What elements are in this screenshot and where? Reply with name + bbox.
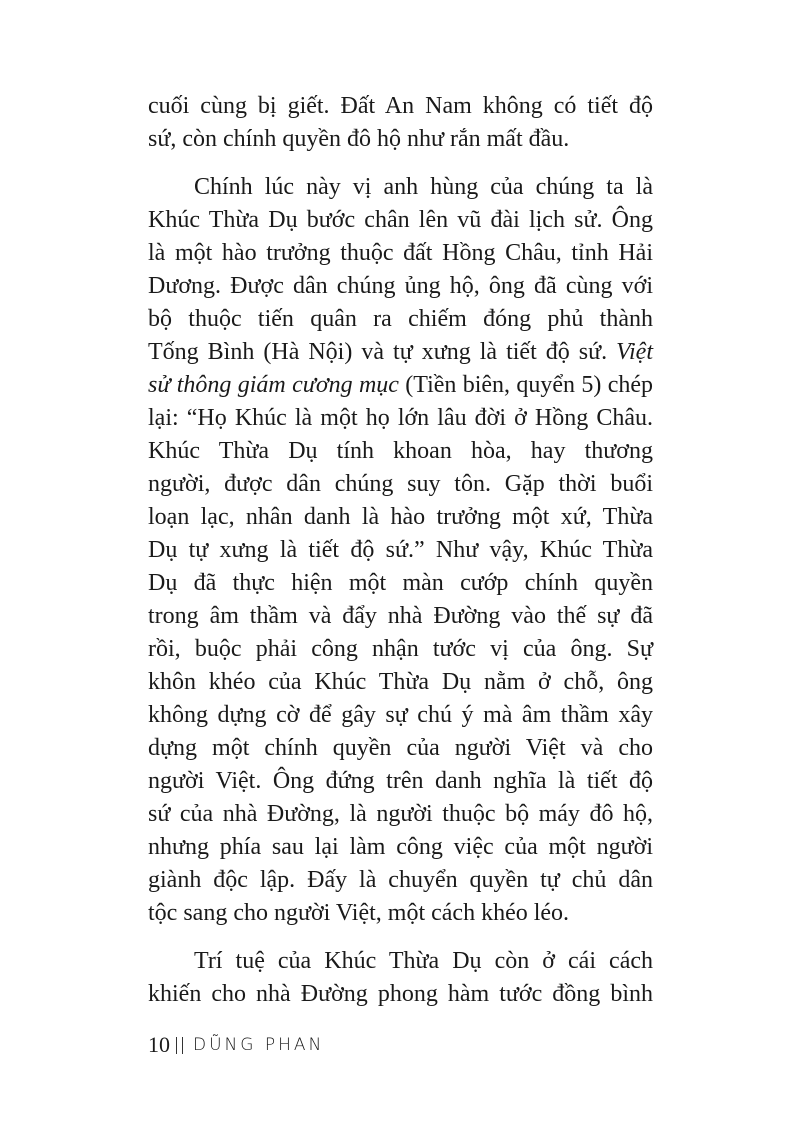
text-segment: Chính lúc này vị anh hùng của chúng ta là [194, 174, 653, 200]
text-line [148, 978, 653, 1011]
text-segment: loạn lạc, nhân danh là hào trưởng một xứ, Thừa [148, 504, 653, 530]
text-line [148, 633, 653, 666]
text-line [148, 435, 653, 468]
text-segment: bộ thuộc tiến quân ra chiếm đóng phủ thành [148, 306, 653, 332]
text-segment: Trí tuệ của Khúc Thừa Dụ còn ở cái cách [194, 948, 653, 974]
author-name: DŨNG PHAN [193, 1035, 325, 1055]
paragraph [148, 90, 653, 156]
text-line [148, 402, 653, 435]
text-segment: nhưng phía sau lại làm công việc của một người [148, 834, 653, 860]
text-line [148, 90, 653, 123]
text-segment: rồi, buộc phải công nhận tước vị của ông. Sự [148, 636, 653, 662]
page-footer [148, 1032, 324, 1058]
text-line [148, 501, 653, 534]
footer-separator [182, 1037, 183, 1054]
paragraph [148, 171, 653, 930]
text-segment: Dụ tự xưng là tiết độ sứ.” Như vậy, Khúc Thừa [148, 537, 653, 563]
text-segment: Khúc Thừa Dụ bước chân lên vũ đài lịch sử. Ông [148, 207, 653, 233]
text-segment: Dương. Được dân chúng ủng hộ, ông đã cùng với [148, 273, 653, 299]
text-line [148, 171, 653, 204]
text-segment: lại: “Họ Khúc là một họ lớn lâu đời ở Hồng Châu. [148, 405, 653, 431]
text-line [148, 600, 653, 633]
text-line [148, 534, 653, 567]
text-line [148, 123, 653, 156]
text-segment: người, được dân chúng suy tôn. Gặp thời buổi [148, 471, 653, 497]
text-segment: Dụ đã thực hiện một màn cướp chính quyền [148, 570, 653, 596]
text-line [148, 336, 653, 369]
text-segment: khiến cho nhà Đường phong hàm tước đồng bình [148, 981, 653, 1007]
text-line [148, 897, 653, 930]
text-segment: cuối cùng bị giết. Đất An Nam không có tiết độ [148, 93, 653, 119]
text-line [148, 831, 653, 864]
text-line [148, 468, 653, 501]
paragraph [148, 945, 653, 1011]
text-line [148, 699, 653, 732]
text-segment: không dựng cờ để gây sự chú ý mà âm thầm xây [148, 702, 653, 728]
text-line [148, 765, 653, 798]
text-segment: trong âm thầm và đẩy nhà Đường vào thế sự đã [148, 603, 653, 629]
text-line [148, 798, 653, 831]
page-number: 10 [148, 1032, 170, 1057]
text-line [148, 237, 653, 270]
text-segment: (Tiền biên, quyển 5) chép [398, 372, 653, 398]
text-segment: khôn khéo của Khúc Thừa Dụ nằm ở chỗ, ông [148, 669, 653, 695]
text-line [148, 204, 653, 237]
italic-title-text: Việt [616, 339, 653, 365]
text-segment: Tống Bình (Hà Nội) và tự xưng là tiết độ sứ. [148, 339, 617, 365]
text-line [148, 303, 653, 336]
text-segment: giành độc lập. Đấy là chuyển quyền tự chủ dân [148, 867, 653, 893]
text-line [148, 864, 653, 897]
footer-separator [176, 1037, 177, 1054]
body-text [148, 90, 653, 1026]
text-segment: dựng một chính quyền của người Việt và cho [148, 735, 653, 761]
text-segment: là một hào trưởng thuộc đất Hồng Châu, tỉnh Hải [148, 240, 653, 266]
text-segment: người Việt. Ông đứng trên danh nghĩa là tiết độ [148, 768, 653, 794]
italic-title-text: sử thông giám cương mục [148, 372, 399, 398]
text-line [148, 945, 653, 978]
text-line [148, 666, 653, 699]
text-line [148, 732, 653, 765]
text-line [148, 270, 653, 303]
text-line [148, 369, 653, 402]
text-line [148, 567, 653, 600]
text-segment: sứ, còn chính quyền đô hộ như rắn mất đầu. [148, 126, 570, 152]
text-segment: tộc sang cho người Việt, một cách khéo léo. [148, 900, 570, 926]
text-segment: sứ của nhà Đường, là người thuộc bộ máy đô hộ, [148, 801, 653, 827]
text-segment: Khúc Thừa Dụ tính khoan hòa, hay thương [148, 438, 653, 464]
